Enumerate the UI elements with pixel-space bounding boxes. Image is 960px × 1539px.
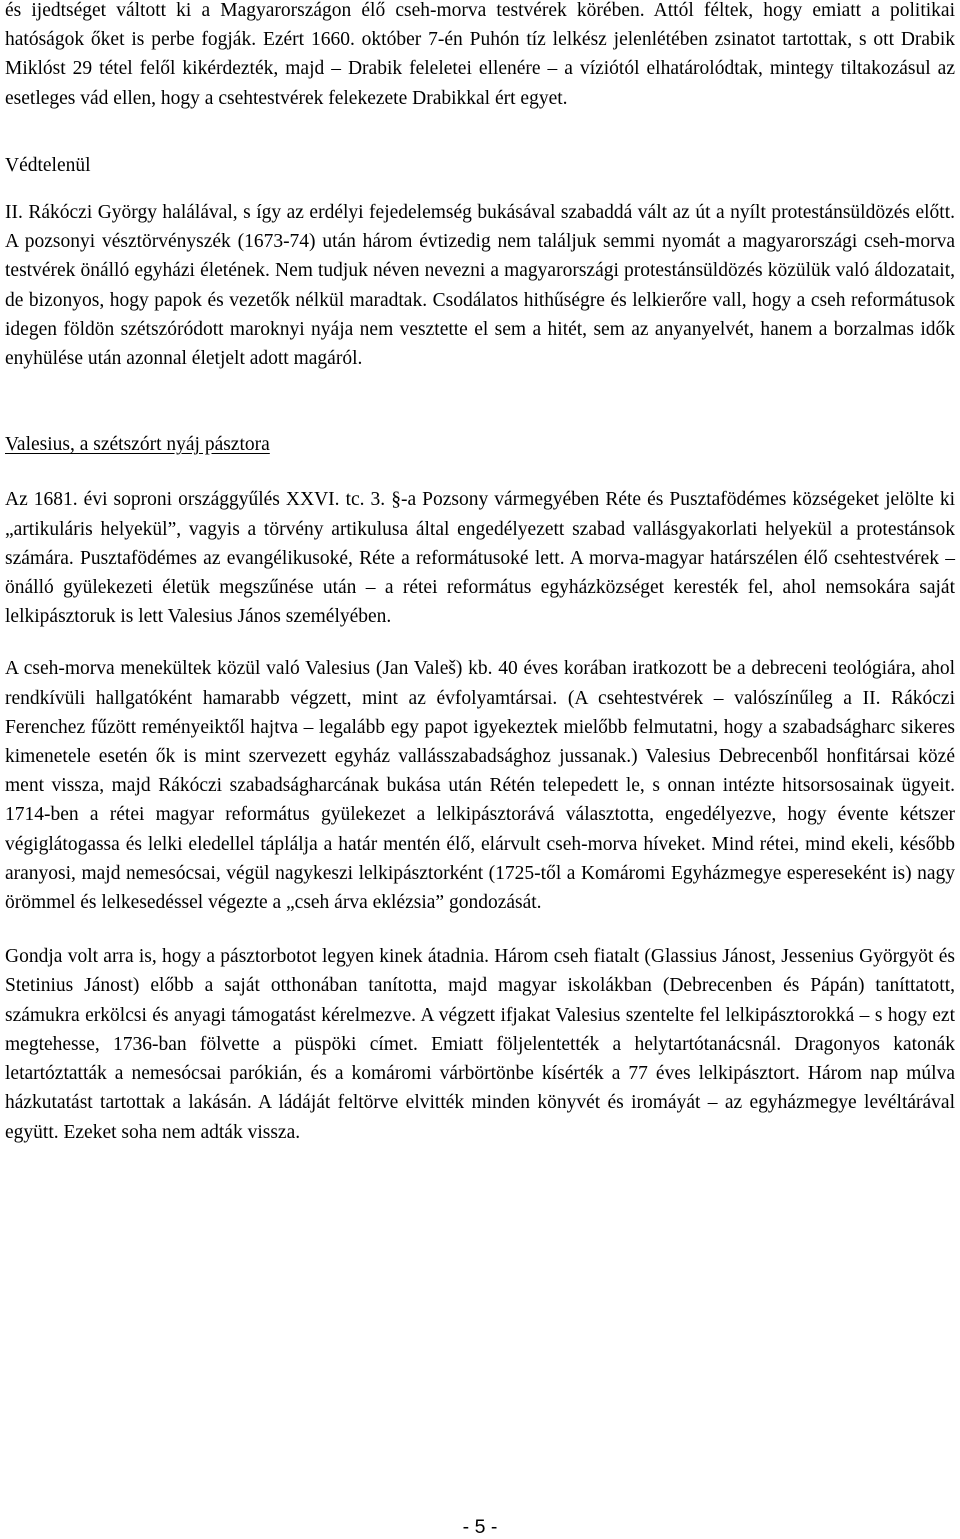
paragraph-successors-arrest: Gondja volt arra is, hogy a pásztorbotot legyen kinek átadnia. Három cseh fiatalt (Glassius Jánost, Jessenius Györgyöt és Stetinius Jánost) előbb a saját otthonában tanította, majd magyar iskolákban (Debrecenben és Pápán) taníttatott, számukra erkölcsi és anyagi támogatást kérelmezve. A végzett ifjakat Valesius szentelte fel lelkipásztorokká – s hogy ezt megtehesse, 1736-ban fölvette a püspöki címet. Emiatt följelentették a helytartótanácsnál. Dragonyos katonák letartóztatták a nemesócsai parókián, és a komáromi várbörtönbe kísérték a 77 éves lelkipásztort. Három nap múlva házkutatást tartottak a lakásán. A ládáját feltörve elvitték minden könyvét és iromáyát – az egyházmegye levéltárával együtt. Ezeket soha nem adták vissza. bbox=[5, 946, 955, 1143]
document-page bbox=[5, 0, 955, 1147]
heading-vedtelenul: Védtelenül bbox=[5, 154, 91, 176]
heading-valesius: Valesius, a szétszórt nyáj pásztora bbox=[5, 434, 270, 456]
paragraph-valesius-biography: A cseh-morva menekültek közül való Valesius (Jan Valeš) kb. 40 éves korában iratkozott be a debreceni teológiára, ahol rendkívüli hallgatóként hamarabb végzett, mint az évfolyamtársai. (A csehtestvérek – valószínűleg a II. Rákóczi Ferenchez fűzött reményeiktől hajtva – legalább egy papot igyekeztek mielőbb felmutatni, hogy a szabadságharc sikeres kimenetele esetén ők is mint szervezett egyház vallásszabadsághoz jussanak.) Valesius Debrecenből honfitársai közé ment vissza, majd Rákóczi szabadságharcának bukása után Rétén telepedett le, s onnan intézte hitsorsosainak ügyeit. 1714-ben a rétei magyar református gyülekezet a lelkipásztorává választotta, engedélyezve, hogy évente kétszer végiglátogassa és lelki eledellel táplálja a határ mentén élő, elárvult cseh-morva híveket. Mind rétei, mind ekeli, később aranyosi, majd nemesócsai, végül nagykeszi lelkipásztorként (1725-től a Komáromi Egyházmegye espereseként is) nagy örömmel és lelkesedéssel végezte a „cseh árva eklézsia” gondozását. bbox=[5, 658, 955, 914]
paragraph-rakoczi-persecution: II. Rákóczi György halálával, s így az erdélyi fejedelemség bukásával szabaddá vált az út a nyílt protestánsüldözés előtt. A pozsonyi vésztörvényszék (1673-74) után három évtizedig nem találjuk semmi nyomát a magyarországi cseh-morva testvérek önálló egyházi életének. Nem tudjuk néven nevezni a magyarországi protestánsüldözés közülük való áldozatait, de bizonyos, hogy papok és vezetők nélkül maradtak. Csodálatos hithűségre és lelkierőre vall, hogy a cseh reformátusok idegen földön szétszóródott maroknyi nyája nem vesztette el sem a hitét, sem az anyanyelvét, hanem a borzalmas idők enyhülése után azonnal életjelt adott magáról. bbox=[5, 202, 955, 370]
paragraph-drabik-synod: és ijedtséget váltott ki a Magyarországon élő cseh-morva testvérek körében. Attól féltek, hogy emiatt a politikai hatóságok őket is perbe fogják. Ezért 1660. október 7-én Puhón tíz lelkész jelenlétében zsinatot tartottak, s ott Drabik Miklóst 29 tétel felől kikérdezték, majd – Drabik feleletei ellenére – a víziótól elhatárolódtak, mintegy tiltakozásul az esetleges vád ellen, hogy a csehtestvérek felekezete Drabikkal ért egyet. bbox=[5, 0, 955, 109]
paragraph-sopron-diet: Az 1681. évi soproni országgyűlés XXVI. tc. 3. §-a Pozsony vármegyében Réte és Pusztafödémes községeket jelölte ki „artikuláris helyekül”, vagyis a törvény artikulusa által engedélyezett szabad vallásgyakorlati helyekül a protestánsok számára. Pusztafödémes az evangélikusoké, Réte a reformátusoké lett. A morva-magyar határszélen élő csehtestvérek – önálló gyülekezeti életük megszűnése után – a rétei református egyházközséget keresték fel, ahol nemsokára saját lelkipásztoruk is lett Valesius János személyében. bbox=[5, 489, 955, 628]
page-number: - 5 - bbox=[462, 1516, 498, 1538]
